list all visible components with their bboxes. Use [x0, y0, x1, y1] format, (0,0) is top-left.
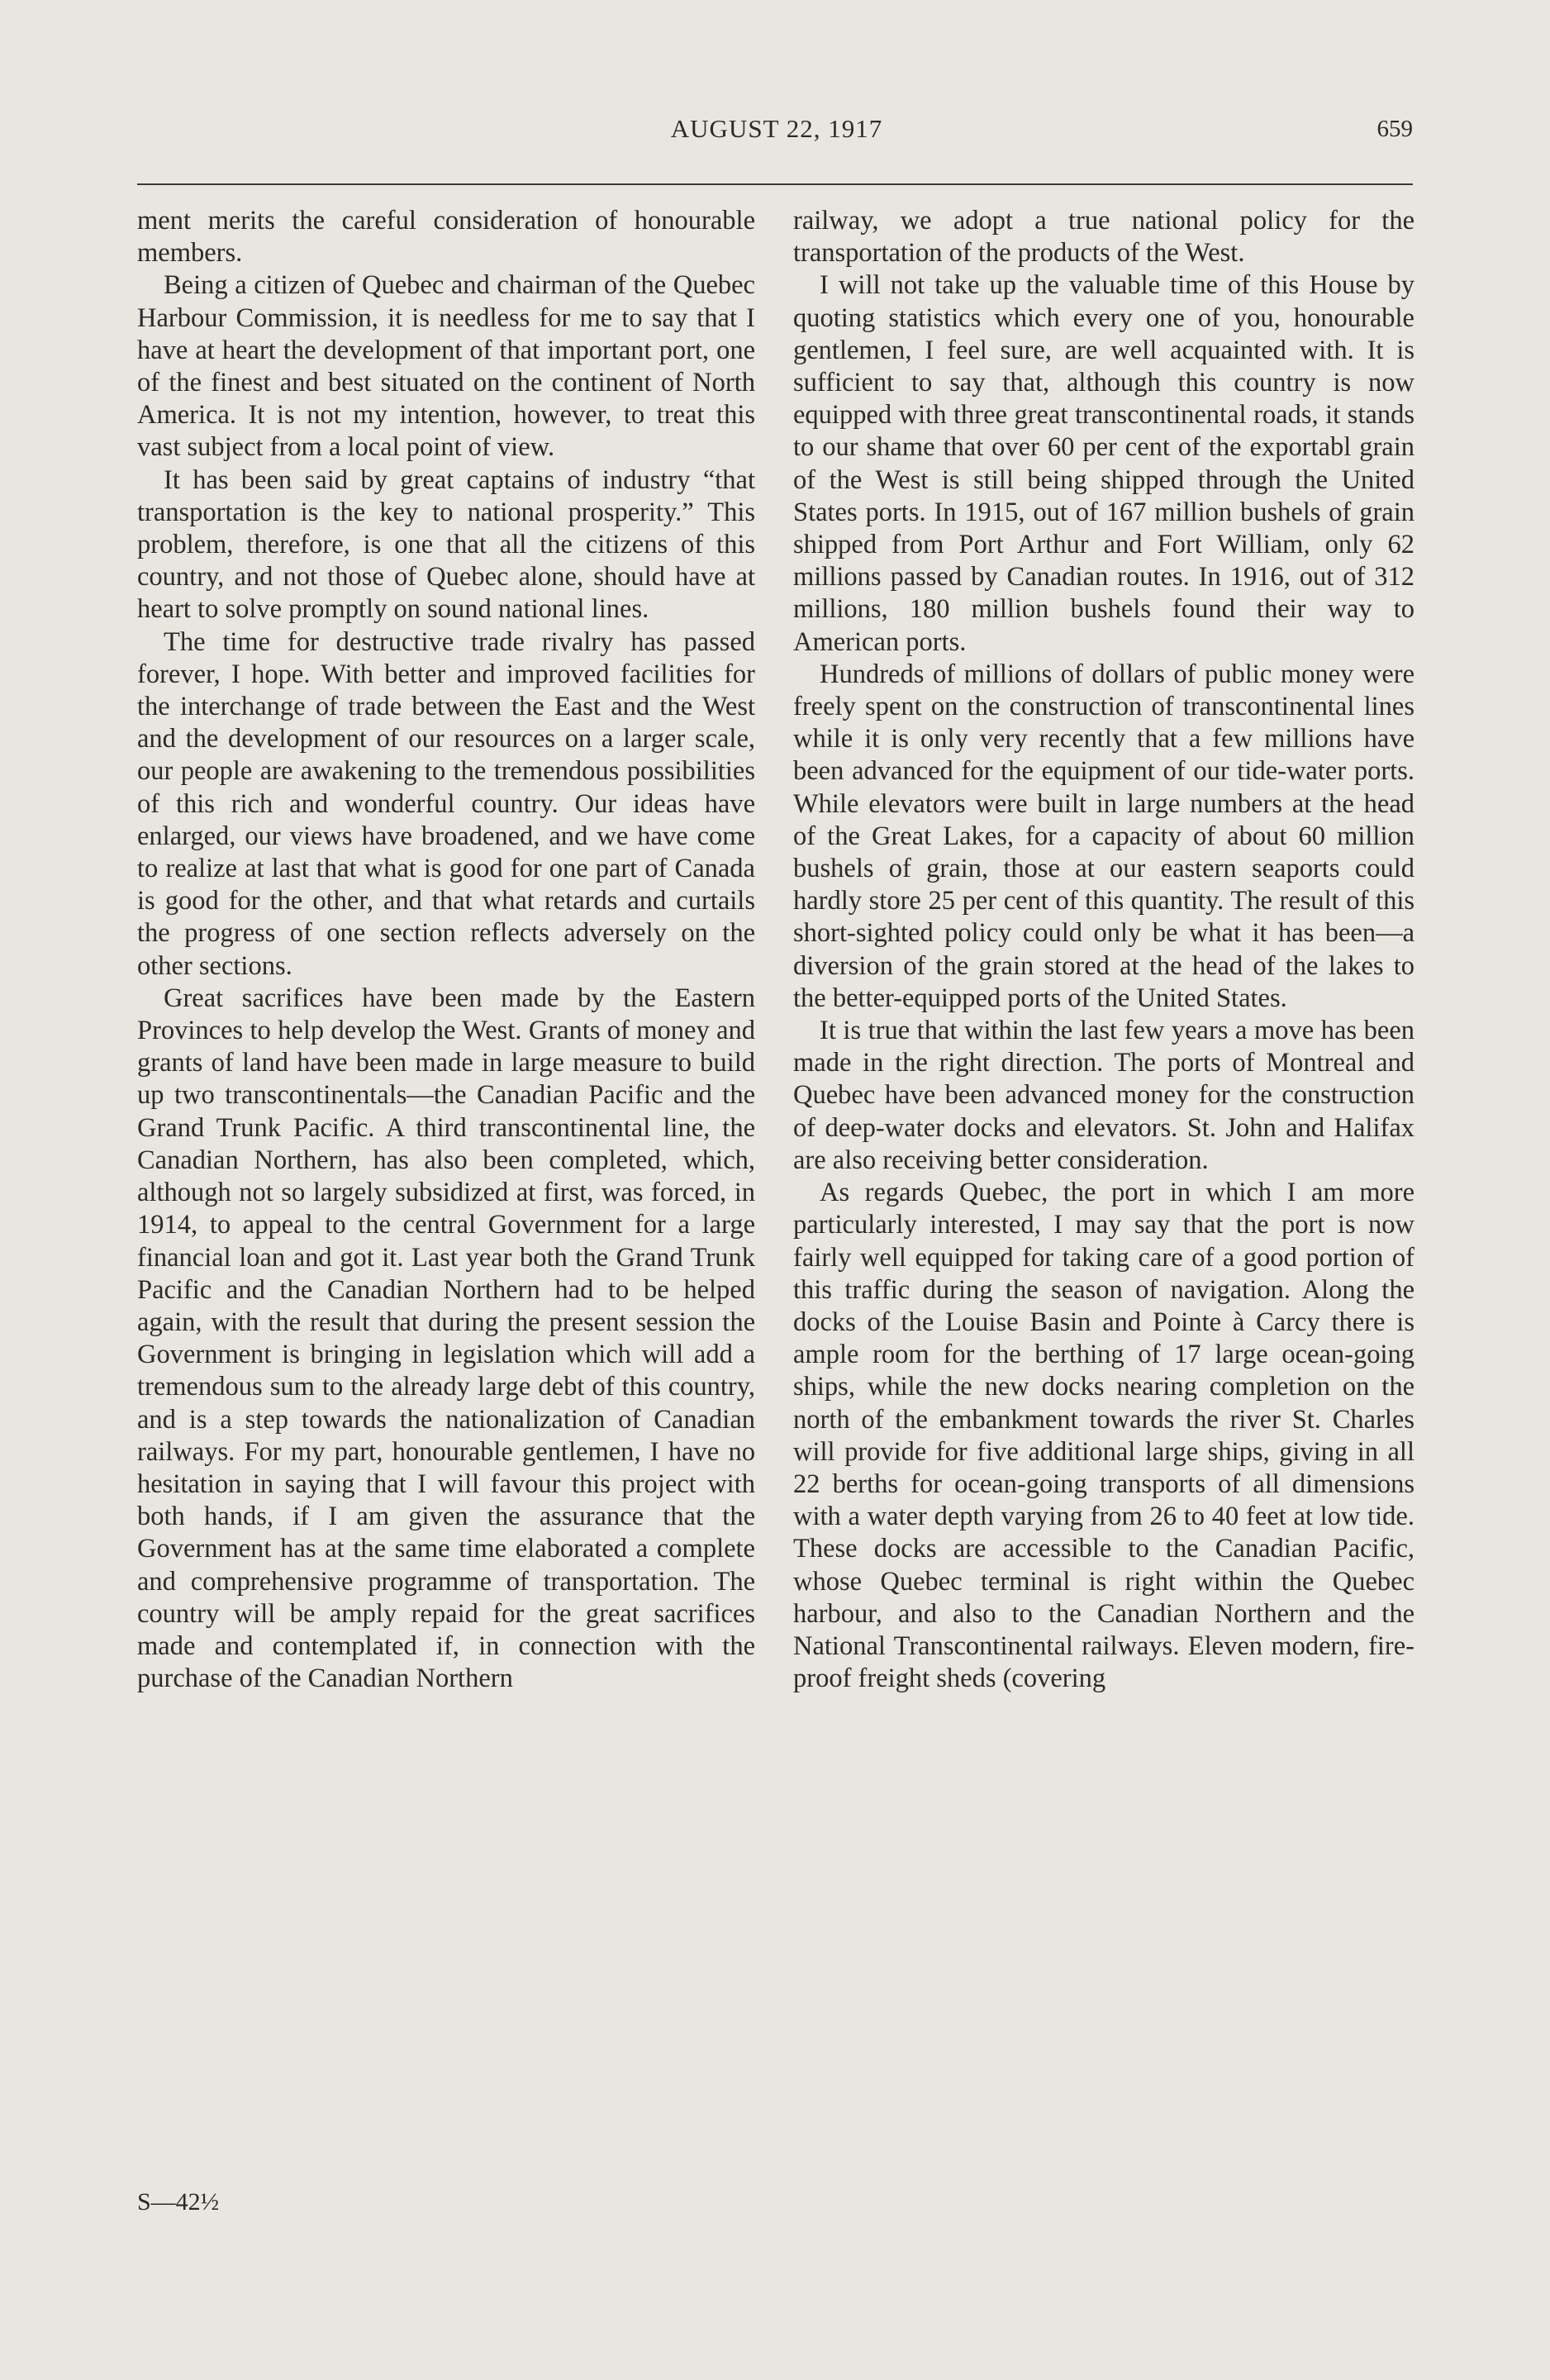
paragraph: Being a citizen of Quebec and chairman of the Quebec Harbour Commission, it is needless for me to say that I have at heart the development of that important port, one of the finest and best situated on the continent of North America. It is not my intention, however, to treat this vast subject from a local point of view.	[137, 270, 755, 463]
left-column	[137, 205, 755, 1695]
paragraph: Hundreds of millions of dollars of public money were freely spent on the construction of transcontinental lines while it is only very recently that a few millions have been advanced for the equipment of our tide-water ports. While elevators were built in large numbers at the head of the Great Lakes, for a capacity of about 60 million bushels of grain, those at our eastern seaports could hardly store 25 per cent of this quantity. The result of this short-sighted policy could only be what it has been—a diversion of the grain stored at the head of the lakes to the better-equipped ports of the United States.	[793, 659, 1414, 1013]
paragraph: The time for destructive trade rivalry has passed forever, I hope. With better and improved facilities for the interchange of trade between the East and the West and the development of our resources on a larger scale, our people are awakening to the tremendous possibilities of this rich and wonderful country. Our ideas have enlarged, our views have broadened, and we have come to realize at last that what is good for one part of Canada is good for the other, and that what retards and curtails the progress of one section reflects adversely on the other sections.	[137, 626, 755, 981]
paragraph: It has been said by great captains of industry “that transportation is the key to national prosperity.” This problem, therefore, is one that all the citizens of this country, and not those of Quebec alone, should have at heart to solve promptly on sound national lines.	[137, 464, 755, 625]
page-number: 659	[1376, 116, 1413, 142]
paragraph: It is true that within the last few years a move has been made in the right direction. The ports of Montreal and Quebec have been advanced money for the construction of deep-water docks and elevators. St. John and Halifax are also receiving better consideration.	[793, 1016, 1414, 1175]
paragraph: ment merits the careful consideration of honourable members.	[137, 206, 755, 269]
paragraph: As regards Quebec, the port in which I am more particularly interested, I may say that the port is now fairly well equipped for taking care of a good portion of this traffic during the season of navigation. Along the docks of the Louise Basin and Pointe à Carcy there is ample room for the berthing of 17 large ocean-going ships, while the new docks nearing completion on the north of the embankment towards the river St. Charles will provide for five additional large ships, giving in all 22 berths for ocean-going transports of all dimensions with a water depth varying from 26 to 40 feet at low tide. These docks are accessible to the Canadian Pacific, whose Quebec terminal is right within the Quebec harbour, and also to the Canadian Northern and the National Transcontinental railways. Eleven modern, fire-proof freight sheds (covering	[793, 1178, 1414, 1694]
paragraph: I will not take up the valuable time of this House by quoting statistics which every one of you, honourable gentlemen, I feel sure, are well acquainted with. It is sufficient to say that, although this country is now equipped with three great transcontinental roads, it stands to our shame that over 60 per cent of the exportabl grain of the West is still being shipped through the United States ports. In 1915, out of 167 million bushels of grain shipped from Port Arthur and Fort William, only 62 millions passed by Canadian routes. In 1916, out of 312 millions, 180 million bushels found their way to American ports.	[793, 270, 1414, 657]
right-column	[793, 205, 1414, 1695]
header-date: AUGUST 22, 1917	[670, 114, 883, 143]
page-header	[132, 114, 1421, 164]
paragraph: Great sacrifices have been made by the Eastern Provinces to help develop the West. Grants of money and grants of land have been made in large measure to build up two transcontinentals—the Canadian Pacific and the Grand Trunk Pacific. A third transcontinental line, the Canadian Northern, has also been completed, which, although not so largely subsidized at first, was forced, in 1914, to appeal to the central Government for a large financial loan and got it. Last year both the Grand Trunk Pacific and the Canadian Northern had to be helped again, with the result that during the present session the Government is bringing in legislation which will add a tremendous sum to the already large debt of this country, and is a step towards the nationalization of Canadian railways. For my part, honourable gentlemen, I have no hesitation in saying that I will favour this project with both hands, if I am given the assurance that the Government has at the same time elaborated a complete and comprehensive programme of transportation. The country will be amply repaid for the great sacrifices made and contemplated if, in connection with the purchase of the Canadian Northern	[137, 983, 755, 1694]
header-rule	[137, 183, 1413, 185]
signature-mark: S—42½	[137, 2188, 220, 2216]
paragraph: railway, we adopt a true national policy for the transportation of the products of the West.	[793, 206, 1414, 269]
